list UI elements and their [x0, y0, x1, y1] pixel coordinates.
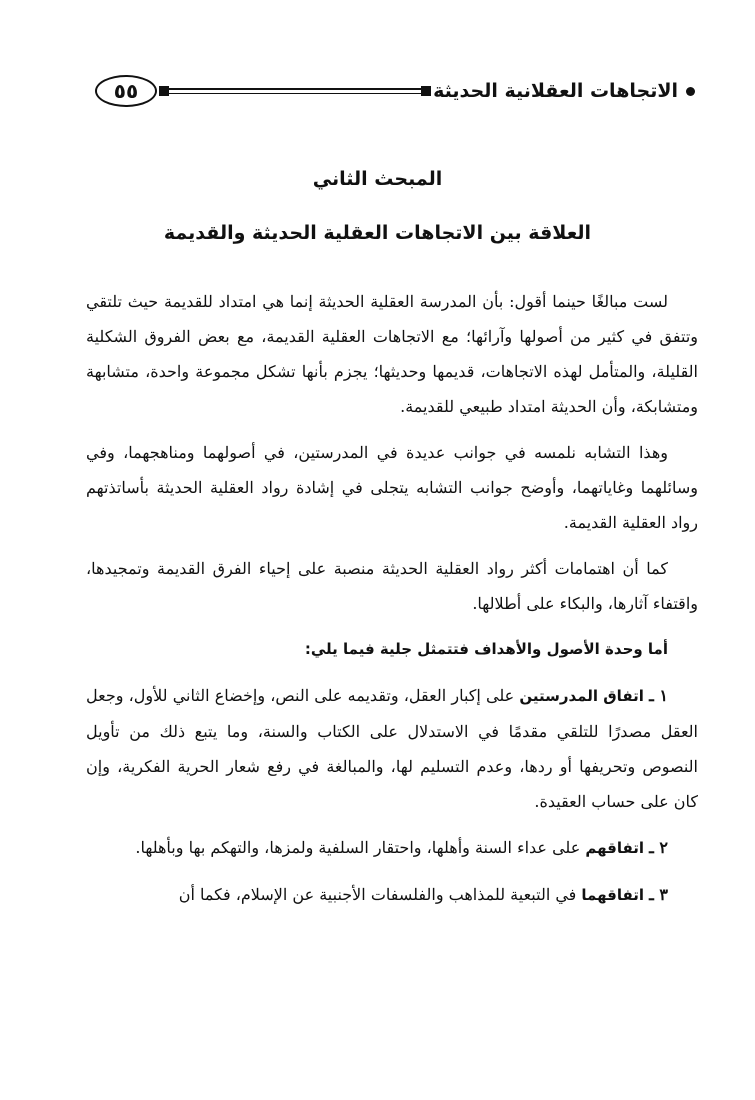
list-intro: أما وحدة الأصول والأهداف فتتمثل جلية فيما يلي:	[304, 640, 668, 658]
page-number: ٥٥	[95, 75, 157, 107]
section-title: العلاقة بين الاتجاهات العقلية الحديثة والقديمة	[163, 222, 592, 244]
running-title: الاتجاهات العقلانية الحديثة	[433, 80, 678, 102]
square-ornament-icon	[421, 86, 431, 96]
item-number: ٣ ـ	[649, 885, 668, 904]
section-label: المبحث الثاني	[312, 168, 443, 190]
list-item	[86, 678, 698, 819]
item-number: ٢ ـ	[649, 838, 668, 857]
item-heading: اتفاق المدرستين	[519, 687, 644, 705]
item-heading: اتفاقهما	[581, 886, 645, 904]
paragraph: لست مبالغًا حينما أقول: بأن المدرسة العقلية الحديثة إنما هي امتداد للقديمة حيث تلتقي وتتفق في كثير من أصولها وآرائها؛ مع الاتجاهات العقلية القديمة، مع بعض الفروق الشكلية القليلة، والمتأمل لهذه الاتجاهات، قديمها وحديثها؛ يجزم بأنها تشكل مجموعة واحدة، متشابهة ومتشابكة، وأن الحديثة امتداد طبيعي للقديمة.	[86, 292, 699, 416]
list-item	[86, 830, 698, 866]
item-text: في التبعية للمذاهب والفلسفات الأجنبية عن الإسلام، فكما أن	[178, 885, 577, 904]
header-rule	[159, 86, 431, 96]
list-item	[86, 877, 698, 913]
paragraph: كما أن اهتمامات أكثر رواد العقلية الحديثة منصبة على إحياء الفرق القديمة وتمجيدها، واقتفاء آثارها، والبكاء على أطلالها.	[86, 559, 698, 613]
square-ornament-icon	[159, 86, 169, 96]
item-heading: اتفاقهم	[585, 839, 645, 857]
body-text	[86, 284, 698, 924]
paragraph: وهذا التشابه نلمسه في جوانب عديدة في المدرستين، في أصولهما ومناهجهما، وفي وسائلهما وغاياتهما، وأوضح جوانب التشابه يتجلى في إشادة رواد العقلية الحديثة بأساتذتهم رواد العقلية القديمة.	[86, 443, 698, 532]
item-number: ١ ـ	[649, 686, 668, 705]
item-text: على إكبار العقل، وتقديمه على النص، وإخضاع الثاني للأول، وجعل العقل مصدرًا للتلقي مقدمًا في الاستدلال على الكتاب والسنة، وما يتبع ذلك من تأويل النصوص وتحريفها أو ردها، وعدم التسليم لها، والمبالغة في رفع شعار الحرية الفكرية، وإن كان على حساب العقيدة.	[86, 686, 699, 811]
double-rule-divider	[169, 88, 421, 94]
running-header	[95, 72, 695, 110]
item-text: على عداء السنة وأهلها، واحتقار السلفية ولمزها، والتهكم بها وبأهلها.	[135, 838, 581, 857]
bullet-icon	[686, 87, 695, 96]
